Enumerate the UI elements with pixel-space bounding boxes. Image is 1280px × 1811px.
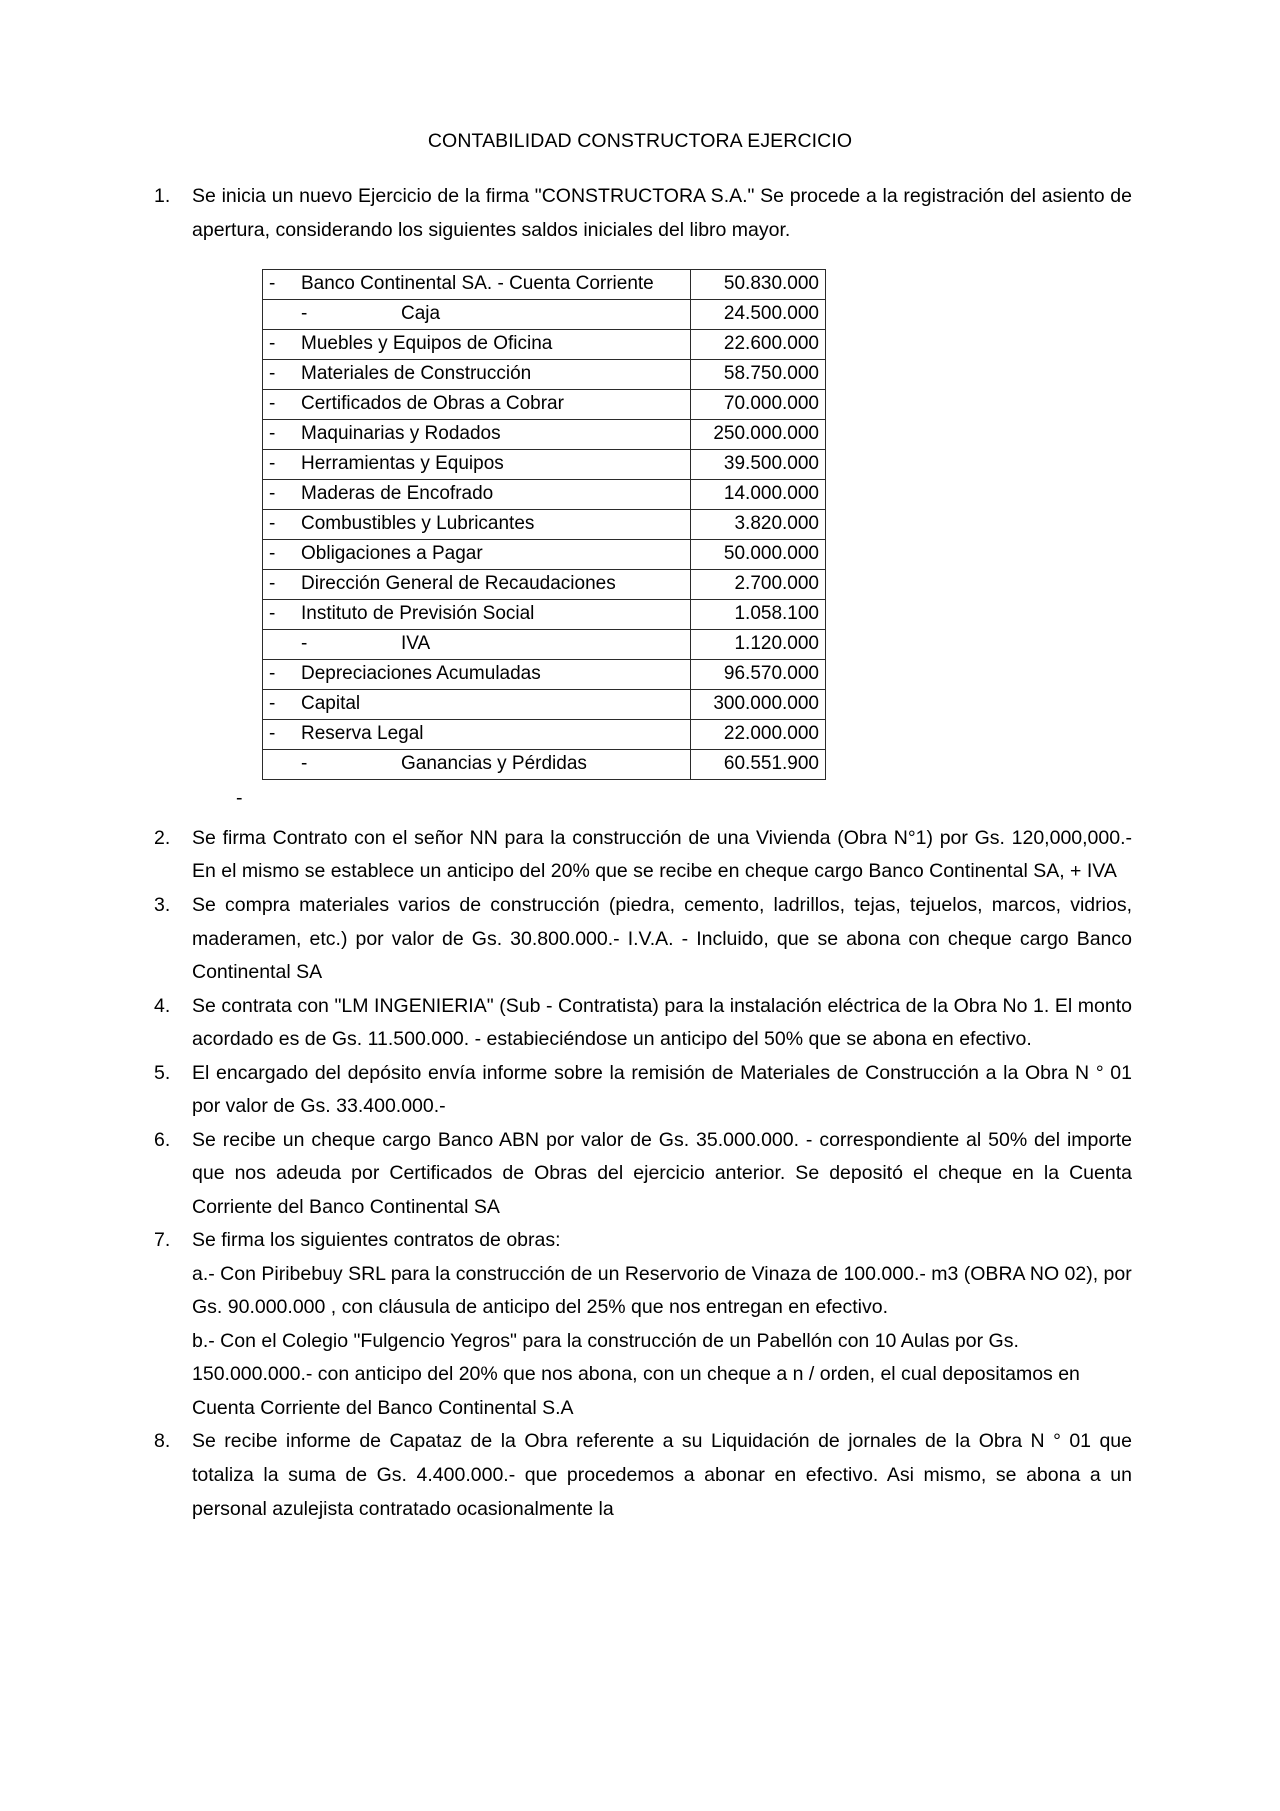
exercise-list [148, 180, 1132, 1526]
item-1-text: Se inicia un nuevo Ejercicio de la firma "CONSTRUCTORA S.A." Se procede a la registración del asiento de apertura, considerando los siguientes saldos iniciales del libro mayor. [192, 185, 1132, 241]
account-label: Reserva Legal [301, 723, 424, 745]
table-row [263, 720, 826, 750]
amount-cell: 24.500.000 [690, 300, 825, 330]
bullet-dash: - [269, 573, 276, 595]
account-cell [263, 390, 691, 420]
bullet-dash: - [269, 663, 276, 685]
account-label: Depreciaciones Acumuladas [301, 663, 541, 685]
account-cell [263, 660, 691, 690]
list-item-2 [148, 822, 1132, 889]
indent-dash: - [301, 753, 308, 775]
item-7-sub-b: b.- Con el Colegio "Fulgencio Yegros" para la construcción de un Pabellón con 10 Aulas por Gs. 150.000.000.- con anticipo del 20% que nos abona, con un cheque a n / orden, el cual depositamos en Cuenta Corriente del Banco Continental S.A [192, 1329, 1080, 1419]
account-cell [263, 330, 691, 360]
bullet-dash: - [269, 363, 276, 385]
account-label: - Ganancias y Pérdidas [301, 753, 587, 775]
account-cell [263, 750, 691, 780]
bullet-dash: - [269, 333, 276, 355]
account-cell [263, 450, 691, 480]
account-cell [263, 420, 691, 450]
table-row [263, 450, 826, 480]
account-cell [263, 540, 691, 570]
table-row [263, 300, 826, 330]
account-label: Herramientas y Equipos [301, 453, 504, 475]
table-row [263, 600, 826, 630]
list-item-6 [148, 1124, 1132, 1225]
bullet-dash: - [269, 423, 276, 445]
table-row [263, 630, 826, 660]
table-row [263, 510, 826, 540]
page-title: CONTABILIDAD CONSTRUCTORA EJERCICIO [427, 130, 853, 152]
table-row [263, 540, 826, 570]
item-4-text: Se contrata con "LM INGENIERIA" (Sub - Contratista) para la instalación eléctrica de la Obra No 1. El monto acordado es de Gs. 11.500.000. - estabieciéndose un anticipo del 50% que se abona en efectivo. [192, 994, 1132, 1051]
bullet-dash: - [269, 723, 276, 745]
indent-dash: - [301, 633, 308, 655]
table-row [263, 570, 826, 600]
list-item-5 [148, 1057, 1132, 1124]
item-3-text: Se compra materiales varios de construcción (piedra, cemento, ladrillos, tejas, tejuelos, marcos, vidrios, maderamen, etc.) por valor de Gs. 30.800.000.- I.V.A. - Incluido, que se abona con cheque cargo Banco Continental SA [192, 893, 1132, 984]
amount-cell: 300.000.000 [690, 690, 825, 720]
table-row [263, 360, 826, 390]
account-label: - IVA [301, 633, 431, 655]
table-row [263, 330, 826, 360]
account-cell [263, 600, 691, 630]
account-label: Maquinarias y Rodados [301, 423, 501, 445]
bullet-dash: - [269, 273, 276, 295]
account-label: Maderas de Encofrado [301, 483, 494, 505]
bullet-dash: - [269, 483, 276, 505]
amount-cell: 96.570.000 [690, 660, 825, 690]
account-label: Banco Continental SA. - Cuenta Corriente [301, 273, 654, 295]
item-2-text: Se firma Contrato con el señor NN para la construcción de una Vivienda (Obra N°1) por Gs. 120,000,000.- En el mismo se establece un anticipo del 20% que se recibe en cheque cargo Banco Continental SA, + IVA [192, 826, 1132, 883]
account-label: - Caja [301, 303, 441, 325]
item-6-text: Se recibe un cheque cargo Banco ABN por valor de Gs. 35.000.000. - correspondiente al 50% del importe que nos adeuda por Certificados de Obras del ejercicio anterior. Se depositó el cheque en la Cuenta Corriente del Banco Continental SA [192, 1128, 1132, 1218]
account-cell [263, 360, 691, 390]
item-7-sub-a: a.- Con Piribebuy SRL para la construcción de un Reservorio de Vinaza de 100.000.- m3 (OBRA NO 02), por Gs. 90.000.000 , con cláusula de anticipo del 25% que nos entregan en efectivo. [192, 1262, 1132, 1319]
account-label: Muebles y Equipos de Oficina [301, 333, 553, 355]
amount-cell: 250.000.000 [690, 420, 825, 450]
account-label: Dirección General de Recaudaciones [301, 573, 616, 595]
bullet-dash: - [269, 393, 276, 415]
list-item-3 [148, 889, 1132, 990]
balances-table-wrapper [192, 269, 1132, 780]
amount-cell: 70.000.000 [690, 390, 825, 420]
amount-cell: 2.700.000 [690, 570, 825, 600]
table-row [263, 750, 826, 780]
account-label: Obligaciones a Pagar [301, 543, 483, 565]
account-cell [263, 300, 691, 330]
list-item-4 [148, 990, 1132, 1057]
bullet-dash: - [269, 513, 276, 535]
account-cell [263, 570, 691, 600]
bullet-dash: - [269, 453, 276, 475]
account-cell [263, 630, 691, 660]
list-item-1 [148, 180, 1132, 816]
bullet-dash: - [269, 693, 276, 715]
account-cell [263, 690, 691, 720]
amount-cell: 1.058.100 [690, 600, 825, 630]
table-row [263, 270, 826, 300]
item-8-text: Se recibe informe de Capataz de la Obra referente a su Liquidación de jornales de la Obra N ° 01 que totaliza la suma de Gs. 4.400.000.- que procedemos a abonar en efectivo. Asi mismo, se abona a un personal azulejista contratado ocasionalmente la [192, 1430, 1132, 1520]
amount-cell: 60.551.900 [690, 750, 825, 780]
table-row [263, 660, 826, 690]
account-label: Certificados de Obras a Cobrar [301, 393, 564, 415]
amount-cell: 14.000.000 [690, 480, 825, 510]
balances-table-body [263, 270, 826, 780]
amount-cell: 3.820.000 [690, 510, 825, 540]
account-cell [263, 720, 691, 750]
amount-cell: 50.830.000 [690, 270, 825, 300]
amount-cell: 1.120.000 [690, 630, 825, 660]
table-row [263, 690, 826, 720]
amount-cell: 58.750.000 [690, 360, 825, 390]
trailing-dash: - [236, 787, 243, 810]
amount-cell: 22.600.000 [690, 330, 825, 360]
amount-cell: 50.000.000 [690, 540, 825, 570]
list-item-7 [148, 1224, 1132, 1425]
table-row [263, 390, 826, 420]
bullet-dash: - [269, 543, 276, 565]
account-label: Materiales de Construcción [301, 363, 532, 385]
account-cell [263, 480, 691, 510]
account-cell [263, 270, 691, 300]
amount-cell: 39.500.000 [690, 450, 825, 480]
account-label: Instituto de Previsión Social [301, 603, 535, 625]
item-5-text: El encargado del depósito envía informe sobre la remisión de Materiales de Construcción a la Obra N ° 01 por valor de Gs. 33.400.000.- [192, 1061, 1132, 1118]
account-label: Capital [301, 693, 361, 715]
amount-cell: 22.000.000 [690, 720, 825, 750]
list-item-8 [148, 1425, 1132, 1526]
account-cell [263, 510, 691, 540]
account-label: Combustibles y Lubricantes [301, 513, 535, 535]
indent-dash: - [301, 303, 308, 325]
table-row [263, 420, 826, 450]
item-7-intro: Se firma los siguientes contratos de obras: [192, 1229, 561, 1252]
bullet-dash: - [269, 603, 276, 625]
balances-table [262, 269, 826, 780]
table-row [263, 480, 826, 510]
